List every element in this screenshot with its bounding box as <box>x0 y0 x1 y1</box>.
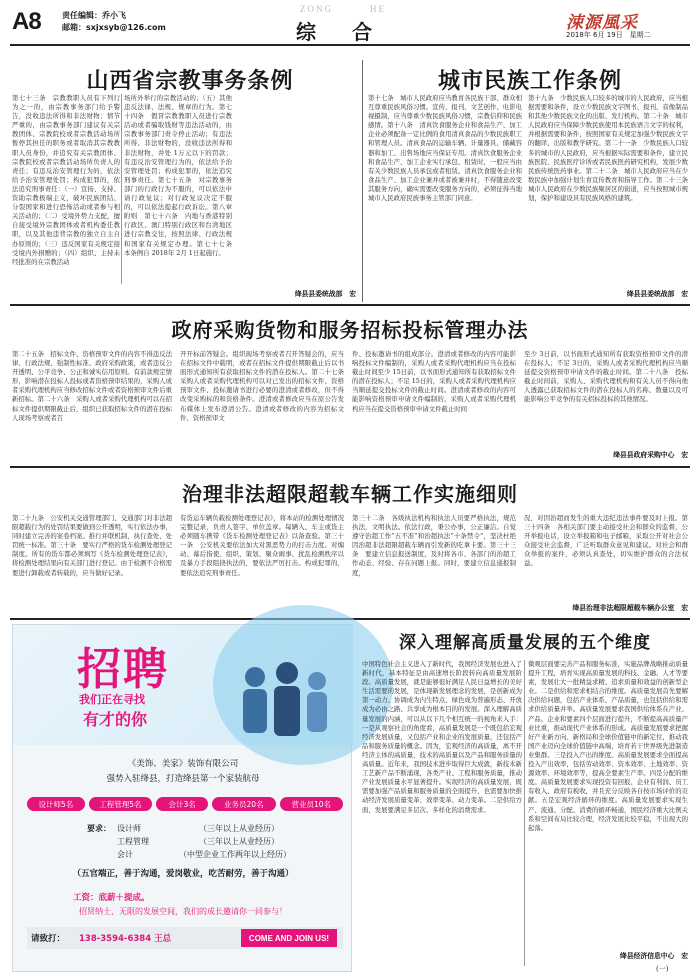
article5-col2: 微观层面要完善产品和服务标准，实施品牌战略推动质量提升工程，培育实现高质量发展的科技、金融、人才等要素，发展壮大一批精益求精、追求质量和效益的创新型企业。二是供给和需求相结合的维度。高质量发展首先要解决供给问题，包括产业体系、产品质量，也包括供给和需求供给质量并举。高质量发展要求我国供给体系在产业、产品、企业和要素四个层面进行提升，不断提高高质量产业比重，推动现代产业体系的形成。高质量发展要求把握好产业新方向、新格局和全球价值链中的新定位，推动我国产业迈向全球价值链中高端，培育若干世界级先进制造业集群。三是投入产出的维度。高质量发展要求全面提高投入产出效率，包括劳动效率、资本效率、土地效率、资源效率、环境效率等，提高全要素生产率。四是分配的维度。高质量发展要求实现投资有回报、企业有利润、员工有收入、政府有税收，并且充分反映各自按市场评价的贡献。五是宏观经济循环的维度。高质量发展要求实现生产、流通、分配、消费的循环畅通，国民经济重大比例关系和空间布局比较合理，经济发展比较平稳，不出现大的起落。 <box>528 660 688 832</box>
ad-req-role-3: 会计 <box>117 850 133 859</box>
ad-req-cond-1: （三年以上从业经历） <box>199 824 279 833</box>
editor-name: 责任编辑：乔小飞 <box>62 11 126 20</box>
page-number: A8 <box>12 8 41 35</box>
recruitment-ad <box>12 624 352 972</box>
article4-col3: 第三十二条 各级执法机构和执法人员要严格执法，规范执法，文明执法。依法行政，秉公办事，公正廉洁。自觉遵守治超工作“五不准”和治超执法“十条禁令”，坚决杜绝因治超非法超限超载车辆而引发新的吃拿卡要。第三十三条 要建立信息报送制度，及时将各市、各部门的治超工作动态、经验、存在问题上报。同时，要建立信息通报制度， <box>352 514 516 577</box>
divider <box>362 60 363 302</box>
ad-req-cond-2: （三年以上从业经历） <box>199 837 279 846</box>
ad-tagline-2: 有才的你 <box>83 710 148 729</box>
header-rule <box>10 44 690 46</box>
ad-values: （五官端正，善于沟通，爱岗敬业，吃苦耐劳，善于沟通） <box>72 869 294 879</box>
article3-col3: 件、投标邀请书的组成部分。澄清或者修改的内容可能影响投标文件编制的，采购人或者采购代理机构应当在投标截止时间至少 15日前，以书面形式通知所有获取招标文件的潜在投标人；不足 15日的，采购人或者采购代理机构应当顺延提交投标文件的截止时间。澄清或者修改的内容可能影响资格预审申请文件编制的，采购人或者采购代理机构应当在提交资格预审申请文件截止时间 <box>352 350 516 413</box>
divider <box>121 94 122 284</box>
article1-byline: 绛县县委统战部 宏 <box>294 290 356 298</box>
article1-col2: 场所外举行的宗教活动的；（五）其他违反法律、法规、规章的行为。第七十四条 假冒宗教教职人员进行宗教活动或者骗取钱财等违法活动的，由宗教事务部门责令停止活动；有违法所得、非法财物的，没收违法所得和非法财物，并处 1万元以下的罚款；有违反治安管理行为的，依法给予治安管理处罚；构成犯罪的，依法追究刑事责任。第七十五条 对宗教事务部门的行政行为不服的，可以依法申请行政复议；对行政复议决定不服的，可以依法提起行政诉讼。第八章 附则 第七十六条 内地与香港特别行政区、澳门特别行政区和台湾地区进行宗教交往，按照法律、行政法规和国家有关规定办理。第七十七条 本条例自 2018年 2月 1日起施行。 <box>124 94 239 257</box>
ad-banner <box>13 625 353 745</box>
editor-email: 邮箱：sxjxsyb@126.com <box>62 23 166 32</box>
article1-title: 山西省宗教事务条例 <box>86 68 294 94</box>
section-pinyin-right: HE <box>370 4 386 14</box>
article3-title: 政府采购货物和服务招标投标管理办法 <box>171 318 529 342</box>
ad-slogan: 强势入驻绛县，打造绛县第一个家装航母 <box>106 774 260 784</box>
ad-headline: 招聘 <box>77 644 169 695</box>
article4-col1: 第二十九条 公安机关交通管理部门、交通部门对非法超限超载行为的处罚结果要做到公开透明，实行依法办事，同时建立完善的案卷档案。推行并联机制，执行查处、处罚统一标准。第三十条 要实行严格的货车检测处理登记制度。所有的货车都必须填写《货车检测处理登记表》，将检测处理结果向有关部门进行登记。由于检测不合格需要进行卸载或者转载的，应当做好记录。 <box>12 514 172 577</box>
divider <box>524 660 525 966</box>
stat-sales: 业务员20名 <box>212 797 275 811</box>
section-rule <box>10 466 690 468</box>
section-pinyin-left: ZONG <box>300 4 333 14</box>
ad-requirements-label: 要求： <box>87 824 111 833</box>
ad-req-role-2: 工程管理 <box>117 837 149 846</box>
article4-col2: 有货运车辆负载检测处理登记表》，将本站的检测处理情况完整记录，负责人签字、单位盖章。每辆入、车主或货主必须随车携带《货车检测处理登记表》以备查验。第三十一条 公安机关要依法加大对黑恶势力的打击力度。对煽动、幕后指使、组织、策划、聚众闹事、扰乱检测秩序以及暴力手段阻挠执法的，要依法严厉打击。构成犯罪的，要依法追究刑事责任。 <box>180 514 344 577</box>
ad-req-role-1: 设计师 <box>117 824 141 833</box>
article3-col4: 至少 3日前，以书面形式通知所有获取资格预审文件的潜在投标人；不足 3日的，采购人或者采购代理机构应当顺延提交资格预审申请文件的截止时间。第二十八条 投标截止时间前，采购人、采购代理机构和有关人员不得向他人透露已获取招标文件的潜在投标人的名称、数量以及可能影响公平竞争的有关招标投标的其他情况。 <box>524 350 688 404</box>
ad-tagline-1: 我们正在寻找 <box>79 693 145 706</box>
people-illustration <box>225 655 335 749</box>
section-title: 综 合 <box>296 20 380 44</box>
ad-phone-label: 请致打： <box>31 934 66 944</box>
article5-byline: 绛县经济信息中心 宏 <box>620 952 688 960</box>
ad-welcome: 招贤纳士，无限的发展空间，我们的成长邀请你一同参与！ <box>79 907 287 916</box>
article4-title: 治理非法超限超载车辆工作实施细则 <box>182 482 518 506</box>
article2-byline: 绛县县委统战部 宏 <box>626 290 688 298</box>
article2-col1: 第十七条 城市人民政府应当教育各民族干部、群众相互尊重民族风俗习惯。宣传、报刊、文艺创作、电影电视摄制，应当尊重少数民族风俗习惯，宗教信仰和民族感情。第十八条 清真饮食服务企业和食品生产、加工企业必须配备一定比例的食用清真食品的少数民族职工和管理人员。清真食品的运输车辆、计量器具、储藏容器和加工、出售场地应当保证专用。清真饮食服务企业和食品生产、加工企业实行承包、租赁时，一般应当由有关少数民族人员承包或者租赁。清真饮食服务企业和食品生产、加工企业兼并或者被兼并时，不得随意改变其服务方向，确实需要改变服务方向的，必须征得当地城市人民政府民族事务主管部门同意。 <box>368 94 522 203</box>
section-rule <box>10 304 690 306</box>
article4-byline: 绛县治理非法超限超载车辆办公室 宏 <box>572 604 688 612</box>
ad-phone[interactable]: 138-3594-6384 王总 <box>79 934 172 944</box>
article5-col1: 中国特色社会主义进入了新时代，我国经济发展也进入了新时代，基本特征是由高速增长阶段转向高质量发展阶段。高质量发展，就是能够很好满足人民日益增长的美好生活需要的发展，是体现新发展理念的发展，是创新成为第一动力、协调成为内生特点、绿色成为普遍形态、开放成为必由之路、共享成为根本目的的发展。深入理解高质量发展的内涵，可以从以下几个相互统一的视角来入手：一是从观察社会的角度看，高质量发展是一个既包括宏观经济发展质量，又包括产业和企业的发展质量，还包括产品和服务质量的概念。因为，宏观经济的高质量，离不开经济主体的高质量，技术的高质量以及产品和服务质量的高质量。近年来，我国技术进步取得巨大成就，新技术新工艺新产品不断涌现，各类产业、工程和服务质量，推动产业发展质量水平显著提升。实现经济的高质量发展，既需要加强产品质量和服务质量的全面提升，也需要加快推动经济发展质量变革、效率变革、动力变革。二是供给方面，发展要满足多层次、多样化的消费需求。 <box>362 660 522 814</box>
article3-col1: 第二十五条 招标文件、资格预审文件的内容不得违反法律、行政法规、强制性标准、政府采购政策，或者违反公开透明、公平竞争、公正和诚实信用原则。有前款规定情形，影响潜在投标人投标或者资格预审结果的，采购人或者采购代理机构应当修改招标文件或者资格预审文件后重新招标。第二十六条 采购人或者采购代理机构可以在招标文件提供期限截止后，组织已获取招标文件的潜在投标人现场考察或者召 <box>12 350 172 422</box>
issue-date: 2018年 6月 19日 星期二 <box>566 31 651 39</box>
stat-designers: 设计师5名 <box>27 797 85 811</box>
article3-col2: 开开标前答疑会。组织现场考察或者召开答疑会的，应当在招标文件中载明，或者在招标文件提供期限截止后以书面形式通知所有获取招标文件的潜在投标人。第二十七条 采购人或者采购代理机构可以对已发出的招标文件、资格预审文件、投标邀请书进行必要的澄清或者修改，但不得改变采购标的和资格条件。澄清或者修改应当在原公告发布媒体上发布澄清公告。澄清或者修改的内容为招标文件、资格预审文 <box>180 350 351 422</box>
ad-stats-row <box>27 797 343 811</box>
ad-req-cond-3: （中型企业工作两年以上经历） <box>179 850 291 859</box>
article1-col1: 第七十三条 宗教教职人员有下列行为之一的，由宗教事务部门给予警告，没收违法所得和非法财物；情节严重的，由宗教事务部门建议有关宗教团体、宗教院校或者宗教活动场所暂停其担任的职务或者取消其宗教教职人员身份，并追究有关宗教团体、宗教院校或者宗教活动场所负责人的责任；有违反治安管理行为的，依法给予治安管理处罚；构成犯罪的，依法追究刑事责任：（一）宣扬、支持、资助宗教极端主义，破坏民族团结、分裂国家和进行恐怖活动或者参与相关活动的；（二）受境外势力支配，擅自接受境外宗教团体或者机构委任教职，以及其他违背宗教的独立自主自办原则的；（三）违反国家有关规定接受境内外捐赠的；（四）组织、主持未经批准的在宗教活动 <box>12 94 120 266</box>
stat-engineering: 工程管理5名 <box>89 797 152 811</box>
article3-byline: 绛县县政府采购中心 宏 <box>613 451 688 459</box>
stat-accountants: 会计3名 <box>156 797 208 811</box>
page-corner-mark: (一) <box>656 965 669 973</box>
stat-shop: 营业员10名 <box>280 797 343 811</box>
ad-company-name: 《美饰、美家》装饰有限公司 <box>127 759 239 769</box>
article2-title: 城市民族工作条例 <box>437 68 622 94</box>
article5-title: 深入理解高质量发展的五个维度 <box>399 633 651 653</box>
ad-salary: 工资：底薪＋提成。 <box>73 893 150 903</box>
article4-col4: 况，对因治超而发生的重大违纪违法事件要及时上报。第三十四条 各相关部门要主动接受社会和群众的监督，公开举报电话，设立举报箱和电子邮箱，采取公开对社会公众接受社会监督，广泛听取群众意见和建议。对社会和群众举报的案件，必须认真查处，切实维护群众的合法权益。 <box>524 514 688 568</box>
ad-join-button[interactable]: COME AND JOIN US! <box>241 929 337 947</box>
article2-col2: 第十九条 少数民族人口较多的城市的人民政府，应当根据需要和条件，设立少数民族文字图书、报刊、音像制品和其他少数民族文化的出版、发行机构。第二十条 城市人民政府应当保障少数民族使用本民族语言文字的权利，并根据需要和条件，按照国家有关规定加强少数民族文字的翻译、出版和教学研究。第二十一条 少数民族人口较多的城市的人民政府，应当根据实际需要和条件，建立民族医院、民族医疗诊所或者民族医药研究机构，发展少数民族传统医药事业。第二十二条 城市人民政府应当在少数民族中加强计划生育宣传教育和指导工作。第二十三条 城市人民政府在少数民族聚居区的街道，应当按照城市规划，保护和建设具有民族风格的建筑。 <box>528 94 695 203</box>
masthead-title: 涑源風采 <box>566 13 638 33</box>
